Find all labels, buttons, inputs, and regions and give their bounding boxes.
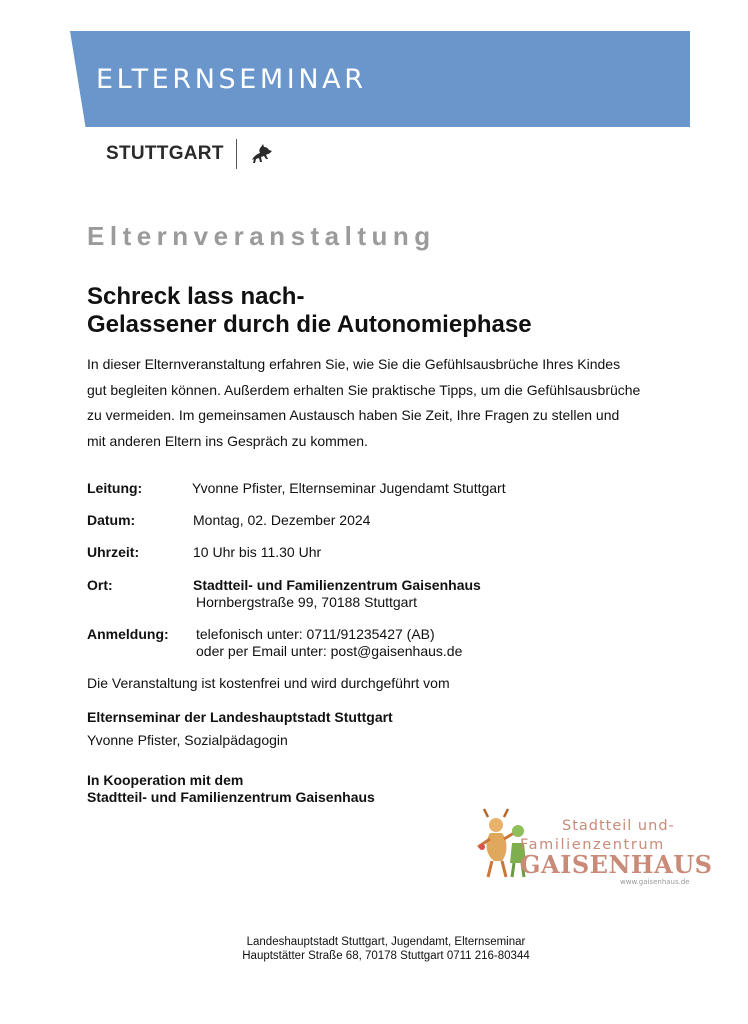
anmeldung-label: Anmeldung: — [87, 626, 169, 642]
gaisenhaus-logo-line-1: Stadtteil und- — [562, 818, 675, 834]
datum-label: Datum: — [87, 512, 136, 528]
logo-divider — [236, 139, 237, 169]
organizer-name: Elternseminar der Landeshauptstadt Stuttgart — [87, 709, 393, 725]
intro-paragraph — [87, 352, 687, 454]
anmeldung-email: oder per Email unter: post@gaisenhaus.de — [196, 643, 463, 659]
uhrzeit-label: Uhrzeit: — [87, 544, 140, 560]
ort-value-address: Hornbergstraße 99, 70188 Stuttgart — [196, 594, 418, 610]
intro-line-4: mit anderen Eltern ins Gespräch zu kommen. — [87, 432, 368, 449]
intro-line-2: gut begleiten können. Außerdem erhalten Sie praktische Tipps, um die Gefühlsausbrüche — [87, 381, 641, 398]
ort-label: Ort: — [87, 577, 113, 593]
event-type-heading: Elternveranstaltung — [87, 221, 436, 251]
gaisenhaus-logo-line-2: Familienzentrum — [520, 837, 665, 853]
ort-value-venue: Stadtteil- und Familienzentrum Gaisenhaus — [193, 577, 481, 593]
gaisenhaus-logo-url: www.gaisenhaus.de — [620, 878, 690, 886]
organizer-person: Yvonne Pfister, Sozialpädagogin — [87, 732, 288, 748]
cooperation-line-1: In Kooperation mit dem — [87, 772, 244, 788]
stuttgart-logo — [106, 137, 275, 171]
leitung-value: Yvonne Pfister, Elternseminar Jugendamt Stuttgart — [192, 480, 506, 496]
gaisenhaus-logo-line-3: GAISENHAUS — [520, 850, 713, 879]
footer-line-2: Hauptstätter Straße 68, 70178 Stuttgart 0711 216-80344 — [242, 950, 530, 962]
anmeldung-phone: telefonisch unter: 0711/91235427 (AB) — [196, 626, 435, 642]
intro-line-3: zu vermeiden. Im gemeinsamen Austausch haben Sie Zeit, Ihre Fragen zu stellen und — [87, 407, 620, 423]
intro-line-1: In dieser Elternveranstaltung erfahren Sie, wie Sie die Gefühlsausbrüche Ihres Kindes — [87, 356, 621, 372]
horse-icon — [249, 141, 275, 167]
free-notice: Die Veranstaltung ist kostenfrei und wird durchgeführt vom — [87, 675, 450, 691]
banner-title: ELTERNSEMINAR — [96, 64, 367, 95]
logo-text: STUTTGART — [106, 143, 224, 164]
event-title-line-1: Schreck lass nach- — [87, 283, 305, 310]
footer-line-1: Landeshauptstadt Stuttgart, Jugendamt, Elternseminar — [246, 936, 526, 948]
gaisenhaus-logo — [474, 803, 713, 889]
event-title-line-2: Gelassener durch die Autonomiephase — [87, 311, 532, 338]
event-title — [87, 283, 532, 339]
uhrzeit-value: 10 Uhr bis 11.30 Uhr — [193, 544, 322, 560]
goat-figure-icon — [478, 809, 526, 877]
datum-value: Montag, 02. Dezember 2024 — [193, 512, 371, 528]
cooperation-line-2: Stadtteil- und Familienzentrum Gaisenhaus — [87, 789, 375, 805]
leitung-label: Leitung: — [87, 480, 143, 496]
